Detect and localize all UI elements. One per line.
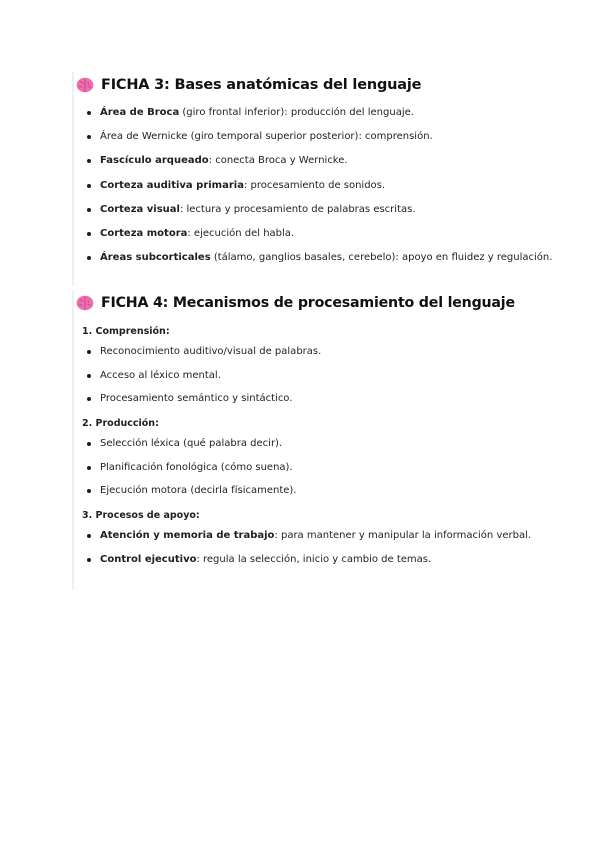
list-item [76,529,532,543]
list-item [76,251,553,265]
item-term: Fascículo arqueado [100,155,209,167]
item-term: Corteza auditiva primaria [100,179,244,191]
item-desc: : conecta Broca y Wernicke. [208,155,348,167]
item-desc: : lectura y procesamiento de palabras escritas. [179,203,416,215]
item-desc: (tálamo, ganglios basales, cerebelo): apoyo en fluidez y regulación. [210,252,553,264]
list-item [76,392,532,406]
item-desc: : para mantener y manipular la información verbal. [274,530,532,541]
ficha-4-title: FICHA 4: Mecanismos de procesamiento del lenguaje [101,295,515,311]
section-rule [72,290,74,590]
list-item [76,553,532,567]
item-desc: Área de Wernicke (giro temporal superior posterior): comprensión. [100,131,433,143]
produccion-list [76,437,532,498]
list-item [76,437,532,451]
item-desc: Acceso al léxico mental. [100,369,221,381]
group-heading-comprension: 1. Comprensión: [82,326,170,337]
section-rule [72,72,74,286]
ficha-3-heading [76,72,532,98]
ficha-3-list [76,106,553,265]
ficha-3-title: FICHA 3: Bases anatómicas del lenguaje [101,77,422,93]
group-heading-apoyo: 3. Procesos de apoyo: [82,510,200,521]
item-desc: Procesamiento semántico y sintáctico. [100,393,293,404]
ficha-4-heading [76,290,532,316]
list-item [76,345,532,359]
apoyo-list [76,529,532,567]
brain-icon [76,295,94,311]
item-desc: Ejecución motora (decirla físicamente). [100,485,297,496]
list-item [76,461,532,475]
item-desc: Planificación fonológica (cómo suena). [100,461,293,473]
list-item [76,203,532,217]
item-desc: : ejecución del habla. [187,227,295,239]
brain-icon [76,77,94,93]
item-desc: : regula la selección, inicio y cambio de temas. [196,553,432,565]
item-term: Control ejecutivo [100,553,197,565]
item-desc: : procesamiento de sonidos. [243,179,386,191]
list-item [76,130,532,144]
item-term: Áreas subcorticales [100,252,211,264]
list-item [76,106,532,120]
item-desc: Reconocimiento auditivo/visual de palabras. [100,346,322,357]
list-item [76,179,532,193]
item-term: Corteza motora [100,227,188,239]
document-page [72,72,553,590]
item-desc: (giro frontal inferior): producción del lenguaje. [179,107,414,118]
comprension-list [76,345,532,406]
ficha-4-section [72,290,532,590]
item-term: Corteza visual [100,203,180,215]
list-item [76,227,532,241]
group-heading-produccion: 2. Producción: [82,418,159,429]
ficha-3-section [72,72,553,286]
list-item [76,154,532,168]
list-item [76,369,532,383]
item-term: Área de Broca [100,107,180,118]
list-item [76,484,532,498]
item-term: Atención y memoria de trabajo [100,530,275,541]
item-desc: Selección léxica (qué palabra decir). [100,438,283,449]
